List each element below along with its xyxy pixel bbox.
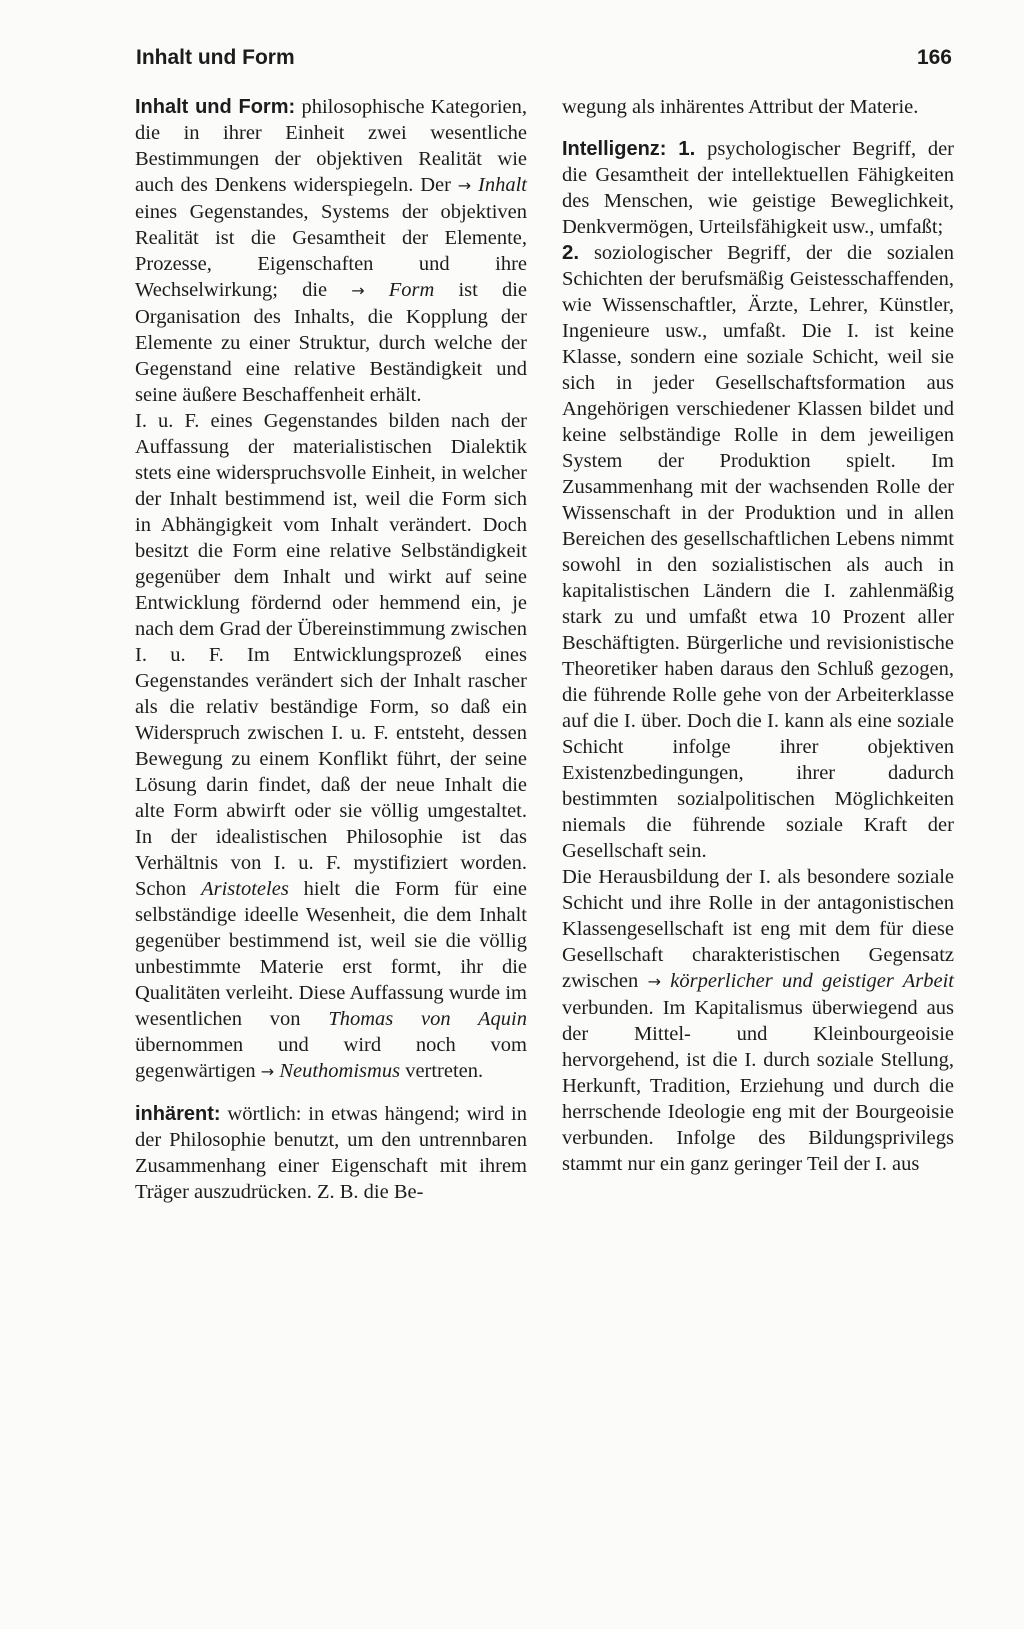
name-thomas-von-aquin: Thomas von Aquin <box>328 1008 527 1030</box>
headword-intelligenz: Intelligenz: <box>562 138 667 160</box>
entry-inhalt-und-form-paragraph-2 <box>135 408 527 1085</box>
entry-intelligenz-paragraph-2 <box>562 864 954 1177</box>
entry-text: hielt die Form für eine selbständige ideelle Wesenheit, die dem Inhalt gegenüber bestimmend ist, weil sie die völlig unbestimmte Materie erst formt, ihr die Qualitäten verleiht. Diese Auffassung wurde im wesentlichen von <box>135 878 528 1030</box>
cross-reference-form[interactable]: Form <box>388 279 435 301</box>
entry-intelligenz-sense-2 <box>562 240 954 864</box>
cross-reference-inhalt[interactable]: Inhalt <box>478 174 527 196</box>
entry-text: vertreten. <box>400 1060 484 1082</box>
left-column <box>135 94 527 1205</box>
cross-reference-neuthomismus[interactable]: Neuthomismus <box>279 1060 401 1082</box>
right-column <box>562 94 954 1177</box>
running-head-title: Inhalt und Form <box>136 46 295 69</box>
sense-2-text: soziologischer Begriff, der die sozialen Schichten der berufsmäßig Geistesschaffenden, wie Wissenschaftler, Ärzte, Lehrer, Künstler, Ingenieure usw., umfaßt. Die I. ist keine Klasse, sondern eine soziale Schicht, weil sie sich in jeder Gesellschaftsformation aus Angehörigen verschiedener Klassen bildet und keine selbständige Rolle in dem jeweiligen System der Produktion spielt. Im Zusammenhang mit der wachsenden Rolle der Wissenschaft in der Produktion und in allen Bereichen des gesellschaftlichen Lebens nimmt sowohl in den sozialistischen als auch in kapitalistischen Ländern die I. zahlenmäßig stark zu und umfaßt etwa 10 Prozent aller Beschäftigten. Bürgerliche und revisionistische Theoretiker haben daraus den Schluß gezogen, die führende Rolle gehe von der Arbeiterklasse auf die I. über. Doch die I. kann als eine soziale Schicht infolge ihrer objektiven Existenzbedingungen, ihrer dadurch bestimmten sozialpolitischen Möglichkeiten niemals die führende soziale Kraft der Gesellschaft sein. <box>562 242 954 862</box>
entry-text: eines Gegenstandes, Systems der objektiven Realität ist die Gesamtheit der Elemente, Prozesse, Eigenschaften und ihre Wechselwirkung; die <box>135 201 527 301</box>
entry-inhaerent <box>135 1101 527 1205</box>
cross-reference-arrow-icon: → <box>351 281 365 300</box>
entry-text: wörtlich: in etwas hängend; wird in der Philosophie benutzt, um den untrennbaren Zusammenhang einer Eigenschaft mit ihrem Träger auszudrücken. Z. B. die Be- <box>135 1103 527 1203</box>
entry-text: philosophische Kategorien, die in ihrer Einheit zwei wesentliche Bestimmungen der objektiven Realität wie auch des Denkens widerspiegeln. Der <box>135 96 527 196</box>
running-head <box>136 46 952 78</box>
name-aristoteles: Aristoteles <box>201 878 289 900</box>
entry-text: übernommen und wird noch vom gegenwärtigen <box>135 1034 527 1082</box>
entry-inhalt-und-form <box>135 94 527 408</box>
cross-reference-arrow-icon: → <box>457 176 472 195</box>
entry-text: verbunden. Im Kapitalismus überwiegend aus der Mittel- und Kleinbourgeoisie hervorgehend, ist die I. durch soziale Stellung, Herkunft, Tradition, Erziehung und durch die herrschende Ideologie eng mit der Bourgeoisie verbunden. Infolge des Bildungsprivilegs stammt nur ein ganz geringer Teil der I. aus <box>562 997 954 1175</box>
entry-intelligenz <box>562 136 954 240</box>
sense-1-text: psychologischer Begriff, der die Gesamtheit der intellektuellen Fähigkeiten des Menschen, wie geistige Beweglichkeit, Denkvermögen, Urteilsfähigkeit usw., umfaßt; <box>562 138 955 238</box>
headword-inhalt-und-form: Inhalt und Form: <box>135 96 296 118</box>
sense-number-2: 2. <box>562 241 580 264</box>
entry-text: Die Herausbildung der I. als besondere soziale Schicht und ihre Rolle in der antagonistischen Klassengesellschaft ist eng mit dem für diese Gesellschaft charakteristischen Gegensatz zwischen <box>562 866 954 992</box>
entry-text: ist die Organisation des Inhalts, die Kopplung der Elemente zu einer Struktur, durch welche der Gegenstand eine relative Beständigkeit und seine äußere Beschaffenheit erhält. <box>135 279 528 406</box>
cross-reference-arrow-icon: → <box>647 972 661 991</box>
cross-reference-koerperliche-und-geistige-arbeit[interactable]: körperlicher und geistiger Arbeit <box>670 970 954 992</box>
page-number: 166 <box>916 46 952 69</box>
headword-inhaerent: inhärent: <box>135 1103 221 1125</box>
entry-text: I. u. F. eines Gegenstandes bilden nach der Auffassung der materialistischen Dialektik stets eine widerspruchsvolle Einheit, in welcher der Inhalt bestimmend ist, weil die Form sich in Abhängigkeit vom Inhalt verändert. Doch besitzt die Form eine relative Selbständigkeit gegenüber dem Inhalt und wirkt auf seine Entwicklung fördernd oder hemmend ein, je nach dem Grad der Übereinstimmung zwischen I. u. F. Im Entwicklungsprozeß eines Gegenstandes verändert sich der Inhalt rascher als die relativ beständige Form, so daß ein Widerspruch zwischen I. u. F. entsteht, dessen Bewegung zu einem Konflikt führt, der seine Lösung darin findet, daß der neue Inhalt die alte Form abwirft oder sie völlig umgestaltet. In der idealistischen Philosophie ist das Verhältnis von I. u. F. mystifiziert worden. Schon <box>135 410 527 900</box>
sense-number-1: 1. <box>678 137 696 160</box>
cross-reference-arrow-icon: → <box>260 1062 275 1081</box>
entry-inhaerent-continued: wegung als inhärentes Attribut der Materie. <box>562 96 919 118</box>
